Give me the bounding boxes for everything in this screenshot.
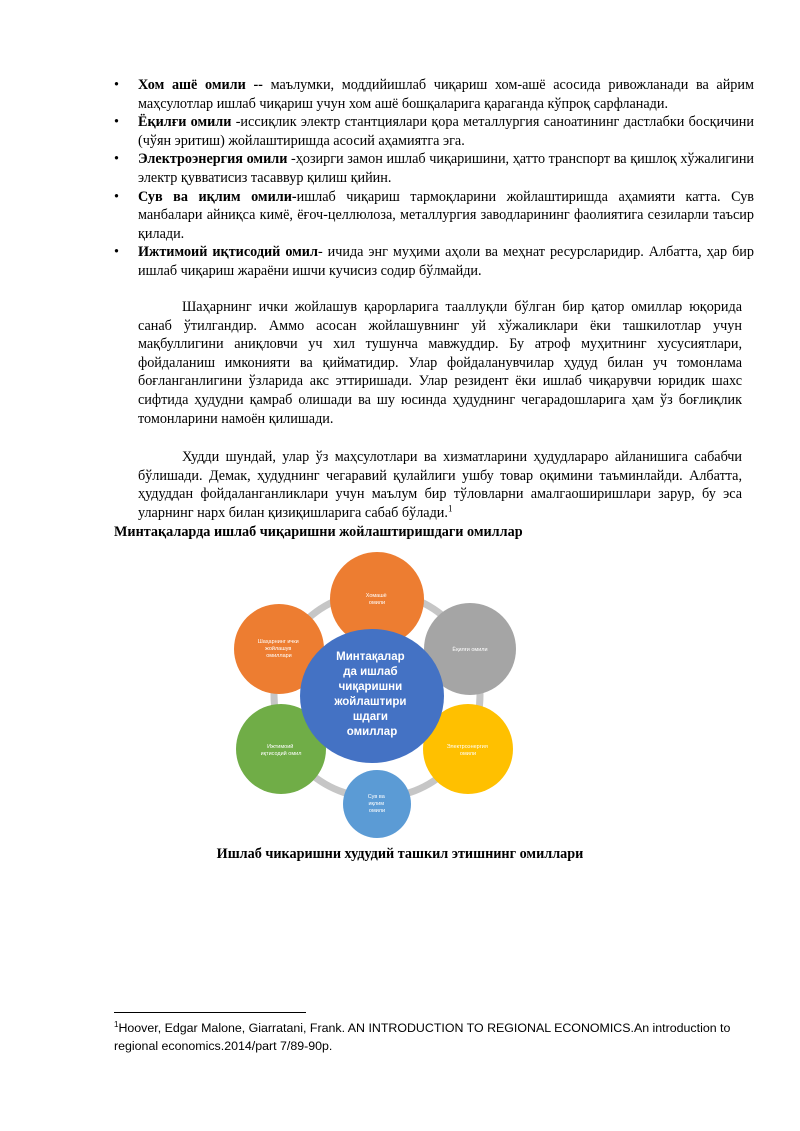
label-line: Электроэнергия: [446, 744, 488, 750]
bullet-dot-icon: •: [114, 114, 119, 131]
label-line: омиллари: [266, 653, 292, 659]
bullet-text: ишлаб чиқариш тармоқларини жойлаштиришда аҳамияти катта. Сув манбалари айниқса кимё, ёғоч-целлюлоза, металлургия заводларининг фаолиятига сезиларли таъсир қилади.: [138, 188, 754, 242]
footnote-mark: 1: [114, 1019, 119, 1029]
bullet-text: -иссиқлик электр стантциялари қора металлургия саноатининг дастлабки босқичини (чўян эритиш) жойлаштиришда асосий аҳамиятга эга.: [138, 114, 754, 149]
body-paragraph-2-text: Худди шундай, улар ўз маҳсулотлари ва хизматларини ҳудудлараро айланишига сабабчи бўлишади. Демак, ҳудуднинг чегаравий қулайлиги ушбу товар оқимини таъминлайди. Албатта, ҳудуддан фойдаланганликлари учун маълум бир тўловларни амалгаоширишлари зарур, бу эса уларнинг нарх билан қизиқишларига сабаб бўлади.: [138, 449, 742, 521]
bullet-item-raw-material: [114, 76, 754, 113]
factor-bullet-list: [114, 76, 754, 281]
body-paragraph-2: [138, 448, 742, 522]
bullet-term: Ижтимоий иқтисодий омил: [138, 244, 318, 261]
label-line: Сув ва: [367, 794, 385, 800]
bullet-dot-icon: •: [114, 77, 119, 93]
node-label-water-climate: [368, 794, 387, 814]
bullet-term: Сув ва иқлим омили-: [138, 188, 297, 205]
label-line: Хомашё: [365, 593, 387, 599]
footnote-reference: 1: [447, 503, 453, 514]
footnote-separator: [114, 1012, 306, 1013]
center-label-line: да ишлаб: [343, 666, 398, 678]
center-label-line: жойлаштири: [334, 696, 407, 708]
label-line: Шаҳарнинг ички: [257, 639, 299, 645]
node-label-raw-material: [366, 593, 389, 606]
label-line: омили: [368, 600, 386, 606]
label-line: иқтисодий омил: [260, 751, 302, 757]
bullet-term: Хом ашё омили --: [138, 77, 263, 93]
label-line: иқлим: [368, 801, 385, 807]
label-line: Ёқилғи омили: [452, 647, 488, 653]
label-line: жойлашув: [265, 646, 292, 652]
label-line: омили: [459, 751, 477, 757]
node-label-fuel: [452, 646, 487, 653]
bullet-dot-icon: •: [114, 188, 119, 205]
bullet-dot-icon: •: [114, 151, 119, 168]
bullet-dot-icon: •: [114, 244, 119, 261]
bullet-item-electricity: [114, 150, 754, 187]
center-label-line: чиқаришни: [338, 681, 403, 693]
bullet-text: -ҳозирги замон ишлаб чиқаришини, ҳатто транспорт ва қишлоқ хўжалигини электр қувватисиз тасаввур қилиш қийин.: [138, 151, 755, 186]
bullet-text: - ичида энг муҳими аҳоли ва меҳнат ресурсларидир. Албатта, ҳар бир ишлаб чиқариш жараёни ишчи кучисиз содир бўлмайди.: [138, 244, 754, 279]
bullet-term: Ёқилғи омили: [138, 114, 232, 131]
bullet-item-water-climate: [114, 188, 754, 244]
section-heading: Минтақаларда ишлаб чиқаришни жойлаштиришдаги омиллар: [114, 524, 523, 540]
bullet-text: маълумки, моддийишлаб чиқариш хом-ашё асосида ривожланади ва айрим маҳсулотлар ишлаб чиқариш учун хом ашё бошқаларига қараганда кўпроқ сарфланади.: [138, 77, 754, 112]
body-paragraph-1: Шаҳарнинг ички жойлашув қарорларига тааллуқли бўлган бир қатор омиллар юқорида санаб ўтилгандир. Аммо асосан жойлашувнинг уй хўжаликлари ёки ташкилотлар учун мақбуллигини аниқловчи уч хил тушунча мавжуддир. Бу атроф муҳитнинг хусусиятлари, фойдаланиш имконияти ва қийматидир. Улар фойдаланувчилар ҳудуд билан уч томонлама боғланганлигини ўзларида акс эттиришади. Улар резидент ёки ишлаб чиқарувчи юридик шахс сифтида ҳудудни қамраб олишади ва шу юсинда ҳудуднинг чегарадошларига ҳам ўз боғлиқлик томонларини намоён қилишади.: [138, 299, 742, 427]
footnote: [114, 1019, 754, 1055]
figure-caption: Ишлаб чикаришни худудий ташкил этишнинг омиллари: [216, 846, 584, 862]
footnote-text: Hoover, Edgar Malone, Giarratani, Frank. AN INTRODUCTION TO REGIONAL ECONOMICS.An introduction to regional economics.2014/part 7/89-90p.: [114, 1021, 731, 1053]
label-line: Ижтимоий: [267, 744, 294, 750]
center-label-line: омиллар: [346, 726, 398, 738]
factors-cycle-diagram: [232, 552, 522, 838]
bullet-item-fuel: [114, 113, 754, 150]
center-label-line: шдаги: [352, 711, 388, 723]
center-label-line: Минтақалар: [336, 651, 405, 663]
label-line: омили: [368, 808, 386, 814]
bullet-term: Электроэнергия омили: [138, 151, 288, 168]
bullet-item-socio-economic: [114, 243, 754, 280]
